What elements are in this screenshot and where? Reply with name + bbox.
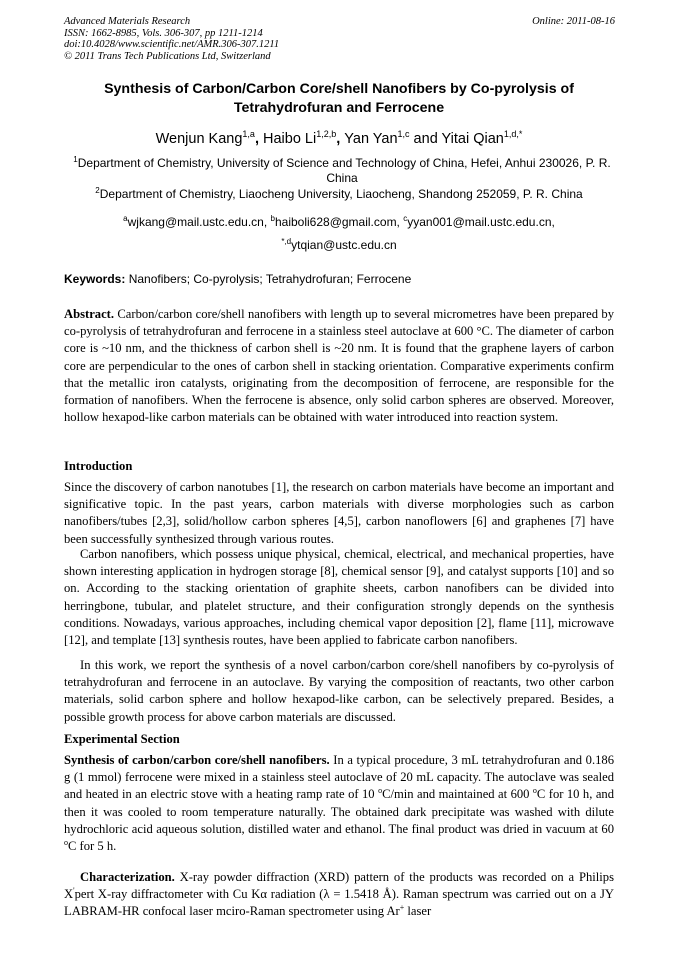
ion-charge-mark: + [399, 903, 405, 913]
email-address[interactable]: wjkang@mail.ustc.edu.cn, [127, 215, 271, 229]
copyright-line: © 2011 Trans Tech Publications Ltd, Switzerland [64, 50, 271, 62]
synthesis-text-3: C for 10 h, and then it was cooled to room temperature naturally. The obtained dark precipitate was washed with dilute hydrochloric acid aqueous solution, distilled water and ethanol. The final product was dried in vacuum at 60 [64, 787, 615, 836]
journal-header [64, 16, 279, 62]
affiliation-2 [64, 187, 614, 202]
characterization-text-3: laser [404, 904, 432, 919]
author-affiliation-mark: 1,d,* [503, 129, 523, 139]
affiliation-text: Department of Chemistry, University of Science and Technology of China, Hefei, Anhui 230026, P. R. China [77, 156, 611, 185]
characterization-text-2: pert X-ray diffractometer with Cu Kα radiation (λ = 1.5418 Å). Raman spectrum was carried out on a JY LABRAM-HR confocal laser mciro-Raman spectrometer using Ar [64, 887, 614, 919]
author-separator: and [409, 131, 442, 147]
email-mark: c [403, 214, 408, 223]
paper-title [64, 80, 614, 118]
title-line-2: Tetrahydrofuran and Ferrocene [233, 100, 445, 116]
email-line-1 [64, 215, 614, 229]
characterization-text-1: X-ray powder diffraction (XRD) pattern of the products was recorded on a Philips X [64, 870, 614, 902]
intro-paragraph-2: Carbon nanofibers, which possess unique physical, chemical, electrical, and mechanical properties, have shown interesting application in hydrogen storage [8], chemical sensor [9], and catalyst supports [10] and so on. According to the stacking orientation of graphite sheets, carbon nanofibers can be divided into herringbone, tubular, and platelet structure, and their configuration strongly depends on the synthesis conditions. Nowadays, various approaches, including chemical vapor deposition [2], flame [11], microwave [12], and template [13] synthesis routes, have been applied to fabricate carbon nanofibers. [64, 547, 614, 648]
author-affiliation-mark: 1,a [242, 129, 255, 139]
characterization-paragraph [64, 869, 614, 921]
synthesis-paragraph [64, 752, 614, 855]
affiliation-mark: 2 [95, 186, 100, 195]
online-date: Online: 2011-08-16 [532, 16, 615, 27]
affiliation-mark: 1 [73, 155, 78, 164]
email-mark: *,d [281, 237, 292, 246]
degree-mark: o [378, 786, 383, 796]
abstract-text: Carbon/carbon core/shell nanofibers with length up to several micrometres have been prepared by co-pyrolysis of tetrahydrofuran and ferrocene in a stainless steel autoclave at 600 °C. The diameter of carbon core is ~10 nm, and the thickness of carbon shell is ~20 nm. It is found that the graphene layers of carbon core are perpendicular to the ones of carbon shell in stacking orientation. Comparative experiments confirm that the metallic iron catalysts, originating from the decomposition of ferrocene, are responsible for the formation of nanofibers. When the ferrocene is absence, only solid carbon spheres are observed. Moreover, hollow hexapod-like carbon materials can be obtained with water introduced into reaction system. [64, 307, 614, 425]
intro-paragraph-1: Since the discovery of carbon nanotubes [1], the research on carbon materials have become an important and significative topic. In the past years, carbon materials with diverse morphologies such as carbon nanofibers/tubes [2,3], solid/hollow carbon spheres [4,5], carbon nanoflowers [6] and graphenes [7] have been successfully synthesized through various routes. [64, 480, 614, 546]
email-line-2 [64, 238, 614, 252]
keywords [64, 272, 614, 287]
degree-mark: o [532, 786, 537, 796]
synthesis-text-2: C/min and maintained at 600 [382, 787, 533, 802]
abstract-label: Abstract. [64, 307, 115, 321]
characterization-label: Characterization. [80, 870, 175, 884]
author-separator: , [336, 131, 345, 147]
author-name: Yan Yan [344, 131, 398, 147]
author-name: Yitai Qian [441, 131, 504, 147]
email-address[interactable]: yyan001@mail.ustc.edu.cn, [407, 215, 555, 229]
section-heading-introduction: Introduction [64, 459, 133, 473]
prime-mark: ' [73, 886, 75, 896]
keywords-label: Keywords: [64, 272, 126, 286]
synthesis-text-4: C for 5 h. [68, 839, 117, 854]
author-affiliation-mark: 1,2,b [316, 129, 337, 139]
journal-name: Advanced Materials Research [64, 16, 191, 27]
degree-mark: o [64, 838, 68, 848]
affiliation-1 [64, 156, 620, 186]
synthesis-label: Synthesis of carbon/carbon core/shell nanofibers. [64, 753, 330, 767]
abstract [64, 306, 614, 426]
email-address[interactable]: haiboli628@gmail.com, [274, 215, 404, 229]
author-name: Wenjun Kang [155, 131, 243, 147]
email-mark: b [270, 214, 275, 223]
keywords-text: Nanofibers; Co-pyrolysis; Tetrahydrofuran; Ferrocene [125, 272, 412, 286]
synthesis-text-1: In a typical procedure, 3 mL tetrahydrofuran and 0.186 g (1 mmol) ferrocene were mixed in a stainless steel autoclave of 20 mL capacity. The autoclave was sealed and heated in an electric stove with a heating ramp rate of 10 [64, 753, 614, 802]
affiliation-text: Department of Chemistry, Liaocheng University, Liaocheng, Shandong 252059, P. R. China [99, 187, 583, 201]
author-affiliation-mark: 1,c [397, 129, 410, 139]
author-name: Haibo Li [263, 131, 317, 147]
section-heading-experimental: Experimental Section [64, 732, 180, 746]
author-list [64, 130, 614, 148]
email-address[interactable]: ytqian@ustc.edu.cn [291, 238, 397, 252]
doi-line: doi:10.4028/www.scientific.net/AMR.306-307.1211 [64, 39, 280, 50]
intro-paragraph-3: In this work, we report the synthesis of a novel carbon/carbon core/shell nanofibers by co-pyrolysis of tetrahydrofuran and ferrocene in an autoclave. By varying the composition of reactants, two other carbon materials, solid carbon sphere and hollow hexapod-like carbon, can be selectively prepared. Besides, a possible growth process for above carbon materials are discussed. [64, 658, 614, 724]
issn-line: ISSN: 1662-8985, Vols. 306-307, pp 1211-1214 [64, 27, 263, 39]
email-mark: a [123, 214, 128, 223]
title-line-1: Synthesis of Carbon/Carbon Core/shell Nanofibers by Co-pyrolysis of [104, 81, 574, 97]
author-separator: , [254, 131, 263, 147]
